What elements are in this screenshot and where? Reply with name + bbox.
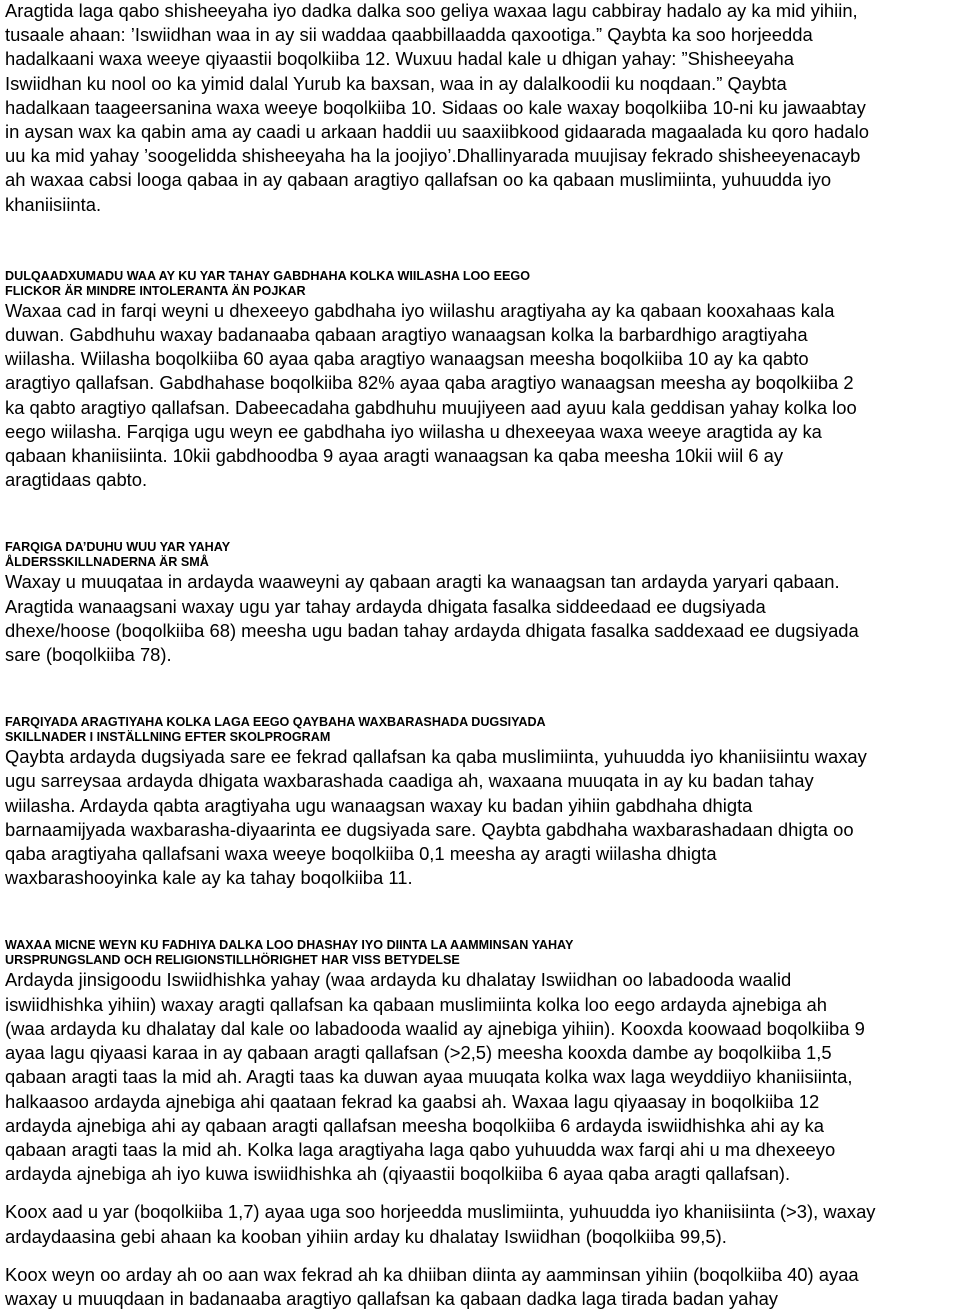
text-line: Iswiidhan ku nool oo ka yimid dalal Yurub ka baxsan, waa in ay dalalkoodii ku noqdaan.” Qaybta (5, 72, 787, 94)
text-line: duwan. Gabdhuhu waxay badanaaba qabaan aragtiyo wanaagsan kolka la barbardhigo aragtiyaha (5, 324, 808, 346)
text-line: Waxay u muuqataa in ardayda waaweyni ay qabaan aragti ka wanaagsan tan ardayda yaryari qabaan. (5, 571, 840, 593)
text-line: wiilasha. Wiilasha boqolkiiba 60 ayaa qaba aragtiyo wanaagsan meesha boqolkiiba 10 ay ka qabto (5, 348, 809, 370)
section-heading-swedish: URSPRUNGSLAND OCH RELIGIONSTILLHÖRIGHET HAR VISS BETYDELSE (5, 953, 460, 968)
text-line: eego wiilasha. Farqiga ugu weyn ee gabdhaha iyo wiilasha u dhexeeyaa waxa weeye aragtida ay ka (5, 420, 822, 442)
section-heading-swedish: ÅLDERSSKILLNADERNA ÄR SMÅ (5, 555, 209, 570)
text-line: halkaasoo ardayda ajnebiga ahi qaataan fekrad ka gaabsi ah. Waxaa lagu qiyaasay in boqolkiiba 12 (5, 1090, 820, 1112)
text-line: in aysan wax ka qabin ama ay caadi u arkaan haddii uu saaxiibkood gidaarada magaalada ku qoro hadalo (5, 121, 869, 143)
text-line: aragtidaas qabto. (5, 469, 148, 491)
text-line: hadalkaani waxa weeye qiyaastii boqolkiiba 12. Wuxuu hadal kale u dhigan yahay: ”Shisheeyaha (5, 48, 794, 70)
text-line: qaba aragtiyaha qallafsani waxa weeye boqolkiiba 0,1 meesha ay aragti wiilasha dhigta (5, 843, 717, 865)
text-line: Waxaa cad in farqi weyni u dhexeeyo gabdhaha iyo wiilashu aragtiyaha ay ka qabaan kooxahaas kala (5, 299, 835, 321)
text-line: ugu sarreysaa ardayda dhigata waxbarashada caadiga ah, waxaana muuqata in ay ku badan tahay (5, 770, 814, 792)
text-line: ah waxaa cabsi looga qabaa in ay qabaan aragtiyo qallafsan oo ka qabaan muslimiinta, yuhuudda iyo (5, 169, 832, 191)
text-line: ardayda ajnebiga ahi ay qabaan aragti qallafsan meesha boqolkiiba 6 ardayda iswiidhishka ahi ay ka (5, 1114, 824, 1136)
section-gender (5, 269, 955, 493)
text-line: (waa ardayda ku dhalatay dal kale oo labadooda waalid ay ajnebiga yihiin). Kooxda koowaad boqolkiiba 9 (5, 1017, 865, 1039)
text-line: wiilasha. Ardayda qabta aragtiyaha ugu wanaagsan waxay ku badan yihiin gabdhaha dhigta (5, 794, 753, 816)
section-heading-swedish: SKILLNADER I INSTÄLLNING EFTER SKOLPROGRAM (5, 730, 331, 745)
section-school-program (5, 715, 955, 890)
text-line: sare (boqolkiiba 78). (5, 644, 172, 666)
text-line: Aragtida laga qabo shisheeyaha iyo dadka dalka soo geliya waxaa lagu cabbiray hadalo ay ka mid yihiin, (5, 0, 858, 21)
text-line: qabaan aragti taas la mid ah. Kolka laga aragtiyaha laga qabo yuhuudda wax farqi ahi u ma dhexeeyo (5, 1138, 836, 1160)
section-heading-somali: FARQIYADA ARAGTIYAHA KOLKA LAGA EEGO QAYBAHA WAXBARASHADA DUGSIYADA (5, 715, 546, 730)
text-line: dhexe/hoose (boqolkiiba 68) meesha ugu badan tahay ardayda dhigata fasalka saddexaad ee dugsiyada (5, 619, 859, 641)
text-line: ardayda ajnebiga ah iyo kuwa iswiidhishka ah (qiyaastii boqolkiiba 6 ayaa qaba aragti qallafsan). (5, 1163, 791, 1185)
text-line: Aragtida wanaagsani waxay ugu yar tahay ardayda dhigata fasalka siddeedaad ee dugsiyada (5, 595, 766, 617)
section-heading-somali: WAXAA MICNE WEYN KU FADHIYA DALKA LOO DHASHAY IYO DIINTA LA AAMMINSAN YAHAY (5, 938, 574, 953)
text-line: ardaydaasina gebi ahaan ka kooban yihiin arday ku dhalatay Iswiidhan (boqolkiiba 99,5). (5, 1225, 727, 1247)
text-line: waxay u muuqdaan in badanaaba aragtiyo qallafsan ka qabaan dadka laga tirada badan yahay (5, 1287, 778, 1309)
text-line: uu ka mid yahay ’soogelidda shisheeyaha ha la joojiyo’.Dhallinyarada muujisay fekrado shisheeyenacayb (5, 145, 861, 167)
text-line: barnaamijyada waxbarasha-diyaarinta ee dugsiyada sare. Qaybta gabdhaha waxbarashadaan dhigta oo (5, 818, 854, 840)
text-line: Koox weyn oo arday ah oo aan wax fekrad ah ka dhiiban diinta ay aamminsan yihiin (boqolkiiba 40) ayaa (5, 1263, 859, 1285)
text-line: khaniisiinta. (5, 193, 102, 215)
text-line: qabaan aragti taas la mid ah. Aragti taas ka duwan ayaa muuqata kolka wax laga weyddiiyo khaniisiinta, (5, 1066, 853, 1088)
text-line: aragtiyo qallafsan. Gabdhahase boqolkiiba 82% ayaa qaba aragtiyo wanaagsan meesha ay boqolkiiba 2 (5, 372, 854, 394)
section-heading-swedish: FLICKOR ÄR MINDRE INTOLERANTA ÄN POJKAR (5, 283, 306, 298)
text-line: Ardayda jinsigoodu Iswiidhishka yahay (waa ardayda ku dhalatay Iswiidhan oo labadooda waalid (5, 969, 792, 991)
text-line: iswiidhishka yihiin) waxay aragti qallafsan ka qabaan muslimiinta kolka loo eego ardayda ajnebiga ah (5, 993, 827, 1015)
section-paragraph (5, 1200, 955, 1248)
section-heading-somali: FARQIGA DA’DUHU WUU YAR YAHAY (5, 540, 231, 555)
section-paragraph (5, 570, 955, 667)
text-line: ayaa lagu qiyaasi karaa in ay qabaan aragti qallafsan (>2,5) meesha kooxda dambe ay boqolkiiba 1,5 (5, 1042, 832, 1064)
section-paragraph (5, 299, 955, 493)
document-page (5, 0, 955, 1311)
section-age (5, 540, 955, 667)
section-paragraph (5, 1263, 955, 1311)
section-heading-somali: DULQAADXUMADU WAA AY KU YAR TAHAY GABDHAHA KOLKA WIILASHA LOO EEGO (5, 268, 530, 283)
section-paragraph (5, 968, 955, 1186)
text-line: hadalkaan taageersanina waxa weeye boqolkiiba 10. Sidaas oo kale waxay boqolkiiba 10-ni ku jawaabtay (5, 96, 866, 118)
text-line: Qaybta ardayda dugsiyada sare ee fekrad qallafsan ka qaba muslimiinta, yuhuudda iyo khaniisiintu waxay (5, 746, 867, 768)
intro-paragraph (5, 0, 955, 217)
text-line: ka qabto aragtiyo qallafsan. Dabeecadaha gabdhuhu muujiyeen aad ayuu kala geddisan yahay kolka loo (5, 396, 857, 418)
section-paragraph (5, 745, 955, 890)
section-origin-religion (5, 938, 955, 1311)
text-line: waxbarashooyinka kale ay ka tahay boqolkiiba 11. (5, 867, 413, 889)
text-line: tusaale ahaan: ’Iswiidhan waa in ay sii waddaa qaabbillaadda qaxootiga.” Qaybta ka soo horjeedda (5, 24, 813, 46)
text-line: qabaan khaniisiinta. 10kii gabdhoodba 9 ayaa aragti wanaagsan ka qaba meesha 10kii wiil 6 ay (5, 445, 784, 467)
text-line: Koox aad u yar (boqolkiiba 1,7) ayaa uga soo horjeedda muslimiinta, yuhuudda iyo khaniisiinta (>3), waxay (5, 1201, 876, 1223)
